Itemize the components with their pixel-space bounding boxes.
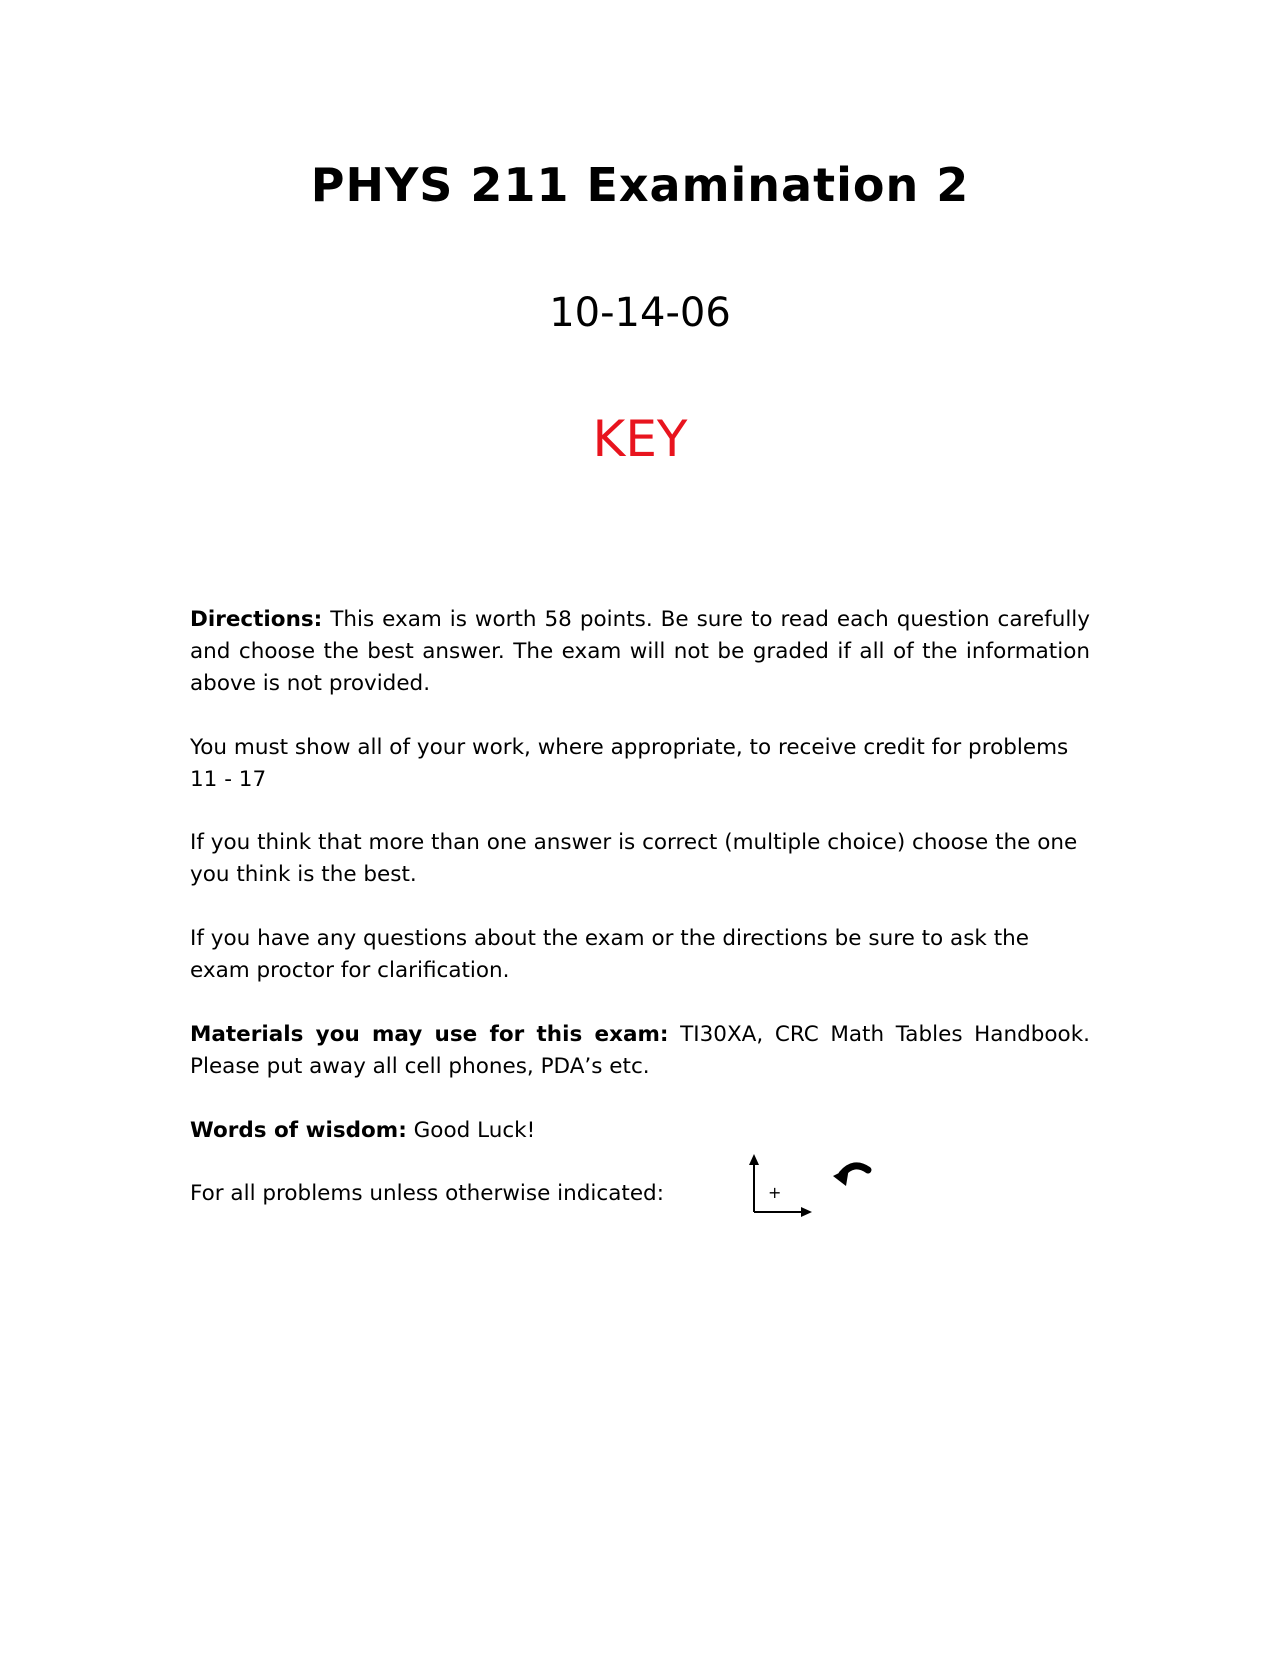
sign-convention-text: For all problems unless otherwise indicated: [190,1181,664,1206]
counterclockwise-arrow-icon [833,1166,868,1186]
sign-convention-diagram [736,1152,888,1220]
materials-text: TI30XA, CRC Math Tables Handbook. Please put away all cell phones, PDA’s etc. [190,1022,1090,1079]
show-work-text: You must show all of your work, where appropriate, to receive credit for problems [190,735,1069,760]
directions-paragraph [190,604,1090,700]
sign-convention-paragraph [190,1178,1090,1210]
materials-paragraph [190,1019,1090,1083]
show-work-paragraph [190,732,1090,796]
exam-title: PHYS 211 Examination 2 [310,158,970,212]
materials-label: Materials you may use for this exam: [190,1022,669,1047]
directions-text: This exam is worth 58 points. Be sure to read each question carefully and choose the best answer. The exam will not be graded if all of the information above is not provided. [190,607,1090,696]
questions-text: If you have any questions about the exam or the directions be sure to ask the exam proctor for clarification. [190,926,1029,983]
questions-paragraph [190,923,1090,987]
multiple-choice-text: If you think that more than one answer is correct (multiple choice) choose the one you think is the best. [190,830,1078,887]
wisdom-paragraph [190,1115,1090,1147]
directions-label: Directions: [190,607,323,632]
wisdom-text: Good Luck! [413,1118,536,1143]
key-label: KEY [592,410,688,468]
problem-range: 11 - 17 [190,767,267,792]
plus-sign: + [768,1183,782,1202]
wisdom-label: Words of wisdom: [190,1118,407,1143]
exam-date: 10-14-06 [549,290,731,336]
multiple-choice-paragraph [190,827,1090,891]
